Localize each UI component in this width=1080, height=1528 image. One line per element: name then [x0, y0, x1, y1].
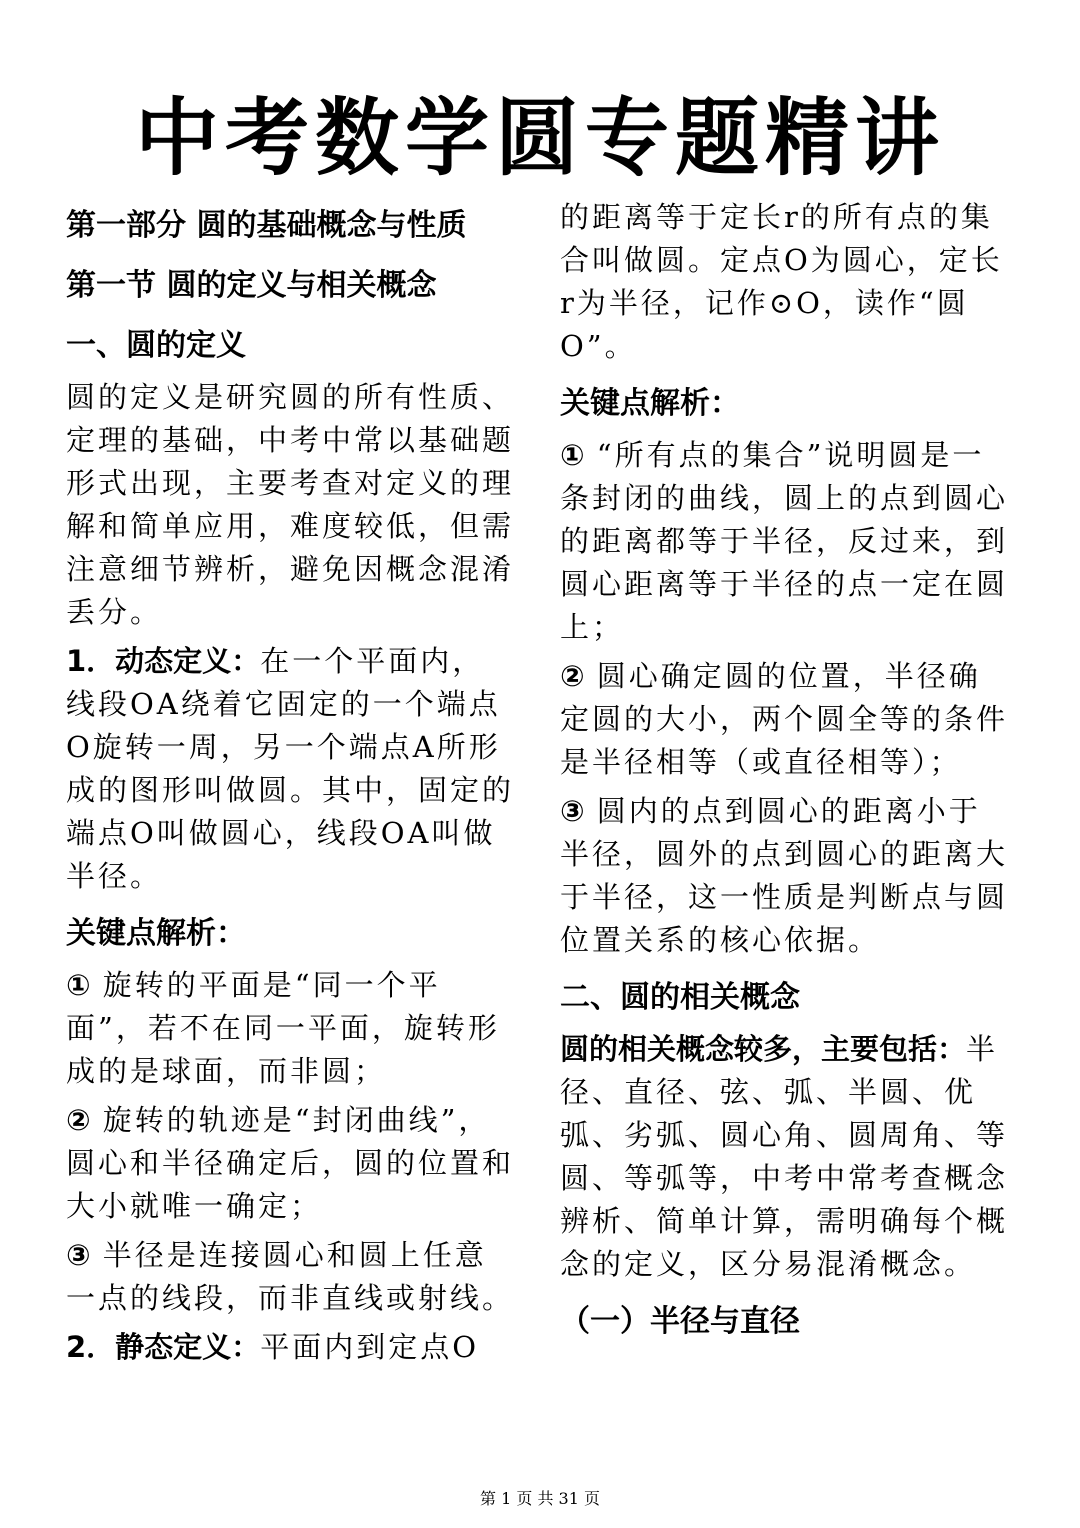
key-point-1 — [66, 964, 514, 1093]
circled-number-3: ③ — [66, 1238, 91, 1272]
key-point-r3-text: 圆内的点到圆心的距离小于半径，圆外的点到圆心的距离大于半径，这一性质是判断点与圆位置关系的核心依据。 — [560, 794, 1009, 957]
key-point-r1-text: “所有点的集合”说明圆是一条封闭的曲线，圆上的点到圆心的距离都等于半径，反过来，到圆心距离等于半径的点一定在圆上； — [560, 438, 1009, 644]
static-definition — [66, 1326, 514, 1369]
key-point-2 — [66, 1099, 514, 1228]
key-points-heading-2: 关键点解析： — [560, 386, 740, 421]
dynamic-definition — [66, 640, 514, 898]
circled-number-r3: ③ — [560, 794, 585, 828]
page-footer: 第 1 页 共 31 页 — [480, 1489, 600, 1508]
dynamic-definition-text: 在一个平面内，线段OA绕着它固定的一个端点O旋转一周，另一个端点A所形成的图形叫做圆。其中，固定的端点O叫做圆心，线段OA叫做半径。 — [66, 644, 515, 893]
key-point-1-text: 旋转的平面是“同一个平面”，若不在同一平面，旋转形成的是球面，而非圆； — [66, 968, 500, 1088]
key-points-heading: 关键点解析： — [66, 916, 246, 951]
circled-number-r1: ① — [560, 438, 585, 472]
intro-paragraph: 圆的定义是研究圆的所有性质、定理的基础，中考中常以基础题形式出现，主要考查对定义的理解和简单应用，难度较低，但需注意细节辨析，避免因概念混淆丢分。 — [66, 380, 515, 629]
circled-number-1: ① — [66, 968, 91, 1002]
section-heading: 第一节 圆的定义与相关概念 — [66, 268, 437, 303]
key-point-r2-text: 圆心确定圆的位置，半径确定圆的大小，两个圆全等的条件是半径相等（或直径相等）； — [560, 659, 1009, 779]
key-point-r3 — [560, 790, 1008, 962]
circled-number-r2: ② — [560, 659, 585, 693]
document-title: 中考数学圆专题精讲 — [134, 89, 945, 187]
sub-heading-related-concepts: 二、圆的相关概念 — [560, 980, 800, 1015]
static-definition-text: 平面内到定点O — [260, 1330, 479, 1364]
key-point-2-text: 旋转的轨迹是“封闭曲线”，圆心和半径确定后，圆的位置和大小就唯一确定； — [66, 1103, 515, 1223]
key-point-r2 — [560, 655, 1008, 784]
key-point-3 — [66, 1234, 514, 1320]
static-definition-label: 2．静态定义： — [66, 1330, 261, 1364]
left-column — [66, 196, 514, 1369]
concepts-paragraph — [560, 1028, 1008, 1286]
sub-heading-circle-definition: 一、圆的定义 — [66, 328, 246, 363]
key-point-r1 — [560, 434, 1008, 649]
concepts-label: 圆的相关概念较多，主要包括： — [560, 1032, 967, 1066]
sub-heading-radius-diameter: （一）半径与直径 — [560, 1304, 800, 1339]
static-definition-continued: 的距离等于定长r的所有点的集合叫做圆。定点O为圆心，定长r为半径，记作⊙O，读作“圆O”。 — [560, 200, 1003, 363]
circled-number-2: ② — [66, 1103, 91, 1137]
key-point-3-text: 半径是连接圆心和圆上任意一点的线段，而非直线或射线。 — [66, 1238, 515, 1315]
part-heading: 第一部分 圆的基础概念与性质 — [66, 208, 467, 243]
right-column — [560, 196, 1008, 1352]
concepts-text: 半径、直径、弦、弧、半圆、优弧、劣弧、圆心角、圆周角、等圆、等弧等，中考中常考查概念辨析、简单计算，需明确每个概念的定义，区分易混淆概念。 — [560, 1032, 1009, 1281]
dynamic-definition-label: 1．动态定义： — [66, 644, 261, 678]
